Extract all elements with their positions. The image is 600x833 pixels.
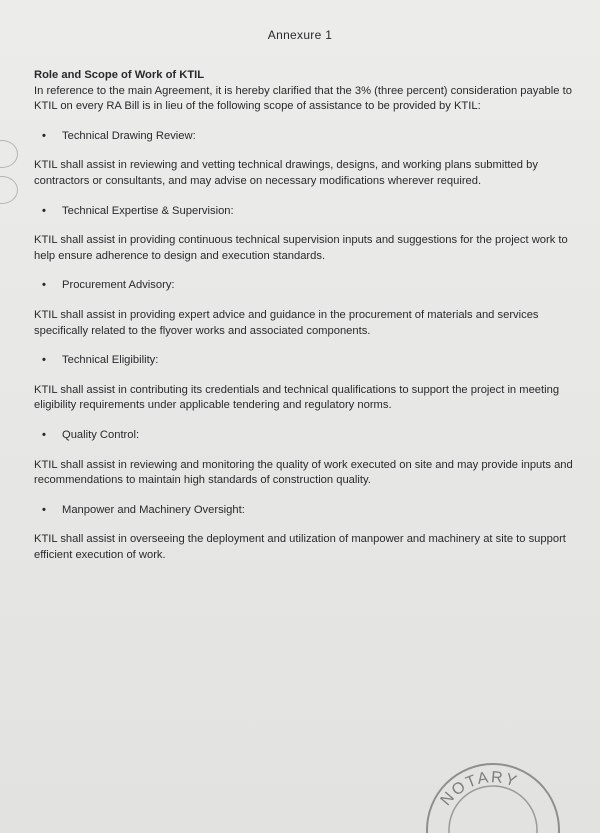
section-title: Role and Scope of Work of KTIL xyxy=(34,69,205,81)
annexure-heading: Annexure 1 xyxy=(267,28,333,42)
bullet-item xyxy=(42,129,582,145)
item-description: KTIL shall assist in overseeing the deployment and utilization of manpower and machinery at site to support efficient execution of work. xyxy=(34,533,566,561)
item-title: Manpower and Machinery Oversight: xyxy=(62,503,245,516)
bullet-item xyxy=(42,204,582,220)
item-description: KTIL shall assist in reviewing and monitoring the quality of work executed on site and may provide inputs and recommendations to maintain high standards of construction quality. xyxy=(34,458,573,487)
item-description: KTIL shall assist in reviewing and vetting technical drawings, designs, and working plans submitted by contractors or consultants, and may advise on necessary modifications wherever required. xyxy=(34,159,538,187)
punch-hole-mark xyxy=(0,140,18,168)
item-title: Technical Eligibility: xyxy=(62,354,159,367)
bullet-icon: • xyxy=(42,428,46,441)
bullet-item xyxy=(42,503,582,519)
punch-hole-mark xyxy=(0,176,18,204)
item-description: KTIL shall assist in contributing its credentials and technical qualifications to support the project in meeting eligibility requirements under applicable tendering and regulatory norms. xyxy=(34,383,560,412)
bullet-item xyxy=(42,428,582,444)
bullet-icon: • xyxy=(42,503,46,516)
bullet-icon: • xyxy=(42,279,46,292)
notary-stamp xyxy=(418,758,568,833)
bullet-icon: • xyxy=(42,354,46,367)
item-description: KTIL shall assist in providing continuous technical supervision inputs and suggestions for the project work to help ensure adherence to design and execution standards. xyxy=(34,234,568,262)
bullet-item xyxy=(42,353,582,369)
stamp-label: NOTARY xyxy=(437,769,521,810)
intro-paragraph: In reference to the main Agreement, it is hereby clarified that the 3% (three percent) consideration payable to KTIL on every RA Bill is in lieu of the following scope of assistance to be provided by KTIL: xyxy=(34,84,572,113)
bullet-item xyxy=(42,278,582,294)
item-title: Technical Expertise & Supervision: xyxy=(62,204,234,217)
bullet-icon: • xyxy=(42,204,46,217)
document-body xyxy=(34,68,582,577)
item-title: Quality Control: xyxy=(62,428,140,441)
item-title: Procurement Advisory: xyxy=(62,279,175,292)
item-title: Technical Drawing Review: xyxy=(62,129,196,142)
bullet-icon: • xyxy=(42,129,46,142)
item-description: KTIL shall assist in providing expert advice and guidance in the procurement of materials and services specifically related to the flyover works and associated components. xyxy=(34,308,539,337)
